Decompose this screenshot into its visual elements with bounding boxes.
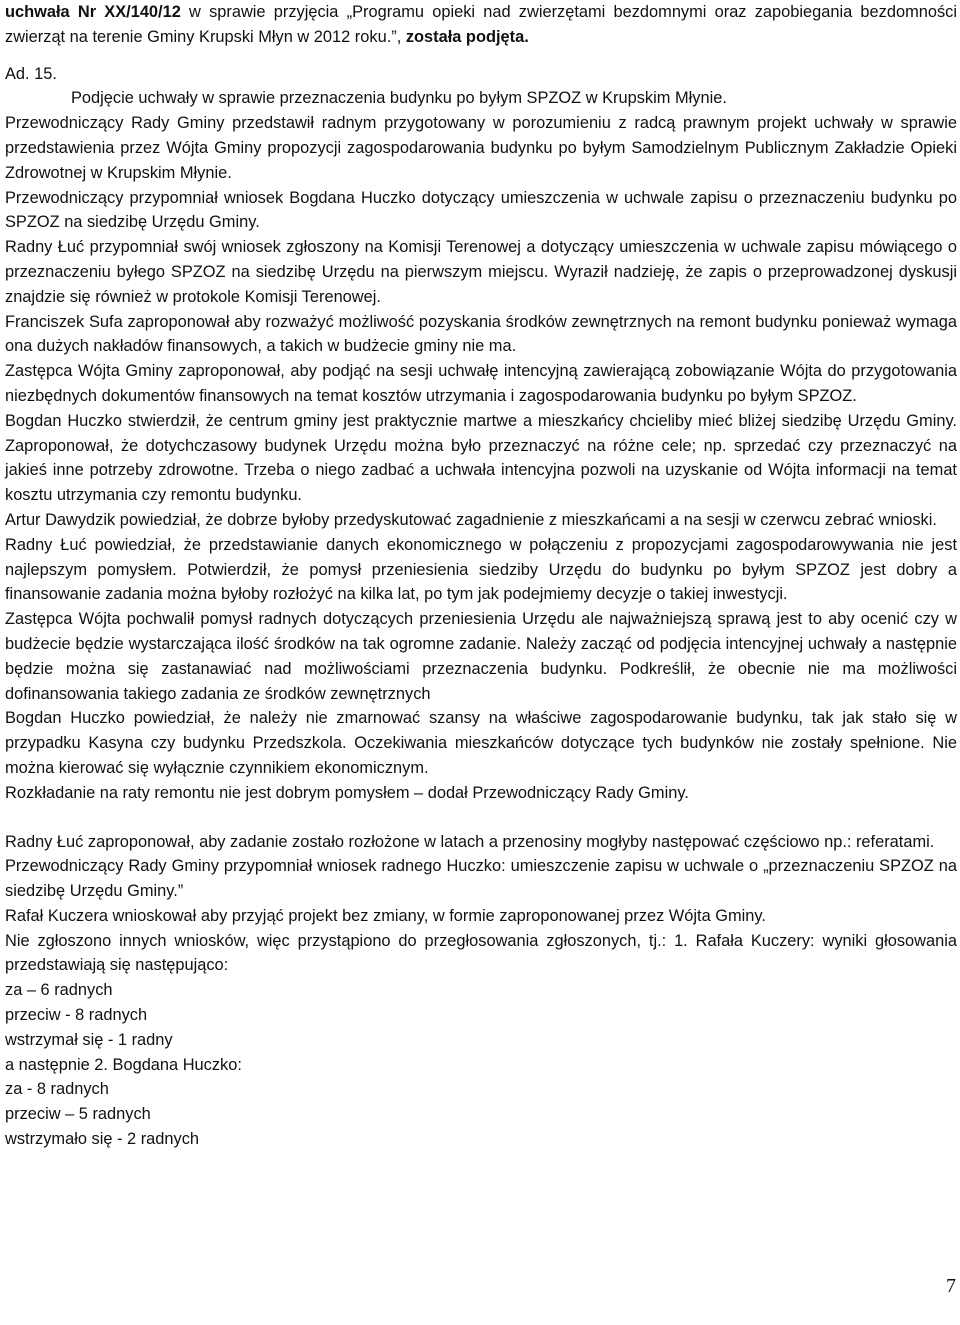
vote-line: za - 8 radnych	[5, 1080, 109, 1099]
paragraph: Przewodniczący przypomniał wniosek Bogdana Huczko dotyczący umieszczenia w uchwale zapisu o przeznaczeniu budynku po SPZOZ na siedzibę Urzędu Gminy.	[5, 188, 957, 232]
resolution-number: uchwała Nr XX/140/12	[5, 3, 181, 21]
paragraph: Artur Dawydzik powiedział, że dobrze byłoby przedyskutować zagadnienie z mieszkańcami a na sesji w czerwcu zebrać wnioski.	[5, 510, 937, 529]
resolution-status: została podjęta.	[405, 27, 529, 46]
vote-line: wstrzymał się - 1 radny	[5, 1030, 173, 1049]
motions-section	[5, 830, 957, 979]
vote-results	[5, 978, 957, 1152]
paragraph: Nie zgłoszono innych wniosków, więc przystąpiono do przegłosowania zgłoszonych, tj.: 1. Rafała Kuczery: wyniki głosowania przedstawiają się następująco:	[5, 931, 957, 975]
resolution-subject: w sprawie przyjęcia „Programu opieki nad zwierzętami bezdomnymi oraz zapobiegania bezdomności zwierząt na terenie Gminy Krupski Młyn w 2012 roku.”,	[5, 3, 957, 46]
paragraph: Bogdan Huczko stwierdził, że centrum gminy jest praktycznie martwe a mieszkańcy chcieliby mieć bliżej siedzibę Urzędu Gminy. Zaproponował, że dotychczasowy budynek Urzędu można było przeznaczyć na różne cele; np. sprzedać czy przeznaczyć na jakieś inne potrzeby zdrowotne. Trzeba o niego zadbać a uchwała intencyjna pozwoli na uzyskanie od Wójta informacji na temat kosztu utrzymania czy remontu budynku.	[5, 411, 957, 505]
discussion-section	[5, 111, 957, 805]
vote-line: przeciw - 8 radnych	[5, 1006, 148, 1025]
paragraph: Bogdan Huczko powiedział, że należy nie zmarnować szansy na właściwe zagospodarowanie budynku, tak jak stało się w przypadku Kasyna czy budynku Przedszkola. Oczekiwania mieszkańców dotyczące tych budynków nie zostały spełnione. Nie można kierować się wyłącznie czynnikiem ekonomicznym.	[5, 709, 957, 777]
paragraph: Rafał Kuczera wnioskował aby przyjąć projekt bez zmiany, w formie zaproponowanej przez Wójta Gminy.	[5, 906, 766, 925]
vote-line: wstrzymało się - 2 radnych	[5, 1130, 200, 1149]
paragraph: Franciszek Sufa zaproponował aby rozważyć możliwość pozyskania środków zewnętrznych na remont budynku ponieważ wymaga ona dużych nakładów finansowych, a takich w budżecie gminy nie ma.	[5, 312, 957, 356]
agenda-item-title: Podjęcie uchwały w sprawie przeznaczenia budynku po byłym SPZOZ w Krupskim Młynie.	[71, 89, 727, 108]
spacer	[5, 806, 957, 830]
paragraph: Radny Łuć powiedział, że przedstawianie danych ekonomicznego w połączeniu z propozycjami zagospodarowywania nie jest najlepszym pomysłem. Potwierdził, że pomysł przeniesienia siedziby Urzędu do budynku po byłym SPZOZ jest dobry a finansowanie zadania można byłoby rozłożyć na kilka lat, po tym jak podejmiemy decyzje o takiej inwestycji.	[5, 535, 957, 604]
paragraph: Przewodniczący Rady Gminy przedstawił radnym przygotowany w porozumieniu z radcą prawnym projekt uchwały w sprawie przedstawienia przez Wójta Gminy propozycji zagospodarowania budynku po byłym Samodzielnym Publicznym Zakładzie Opieki Zdrowotnej w Krupskim Młynie.	[5, 114, 957, 182]
paragraph: Radny Łuć przypomniał swój wniosek zgłoszony na Komisji Terenowej a dotyczący umieszczenia w uchwale zapisu mówiącego o przeznaczeniu byłego SPZOZ na siedzibę Urzędu na pierwszym miejscu. Wyraził nadzieję, że zapis o przeprowadzonej dyskusji znajdzie się również w protokole Komisji Terenowej.	[5, 238, 957, 306]
vote-line: za – 6 radnych	[5, 981, 113, 1000]
agenda-item-number: Ad. 15.	[5, 64, 57, 83]
vote-line: przeciw – 5 radnych	[5, 1105, 151, 1124]
paragraph: Radny Łuć zaproponował, aby zadanie zostało rozłożone w latach a przenosiny mogłyby następować częściowo np.: referatami.	[5, 832, 935, 851]
paragraph: Rozkładanie na raty remontu nie jest dobrym pomysłem – dodał Przewodniczący Rady Gminy.	[5, 783, 689, 802]
paragraph: Zastępca Wójta Gminy zaproponował, aby podjąć na sesji uchwałę intencyjną zawierającą zobowiązanie Wójta do przygotowania niezbędnych dokumentów finansowych na temat kosztów utrzymania i zagospodarowania budynku po byłym SPZOZ.	[5, 362, 957, 405]
paragraph: Zastępca Wójta pochwalił pomysł radnych dotyczących przeniesienia Urzędu ale najważniejszą sprawą jest to aby ocenić czy w budżecie będzie wystarczająca ilość środków na tak ogromne zadanie. Należy zacząć od podjęcia intencyjnej uchwały a następnie będzie można się zastanawiać nad możliwościami przeznaczenia budynku. Podkreślił, że obecnie nie ma możliwości dofinansowania takiego zadania ze środków zewnętrznych	[5, 610, 957, 703]
header-resolution	[5, 0, 957, 50]
page-number: 7	[946, 1275, 956, 1297]
document-page	[5, 0, 957, 1152]
paragraph: Przewodniczący Rady Gminy przypomniał wniosek radnego Huczko: umieszczenie zapisu w uchwale o „przeznaczeniu SPZOZ na siedzibę Urzędu Gminy.”	[5, 857, 957, 901]
vote-line: a następnie 2. Bogdana Huczko:	[5, 1055, 242, 1074]
